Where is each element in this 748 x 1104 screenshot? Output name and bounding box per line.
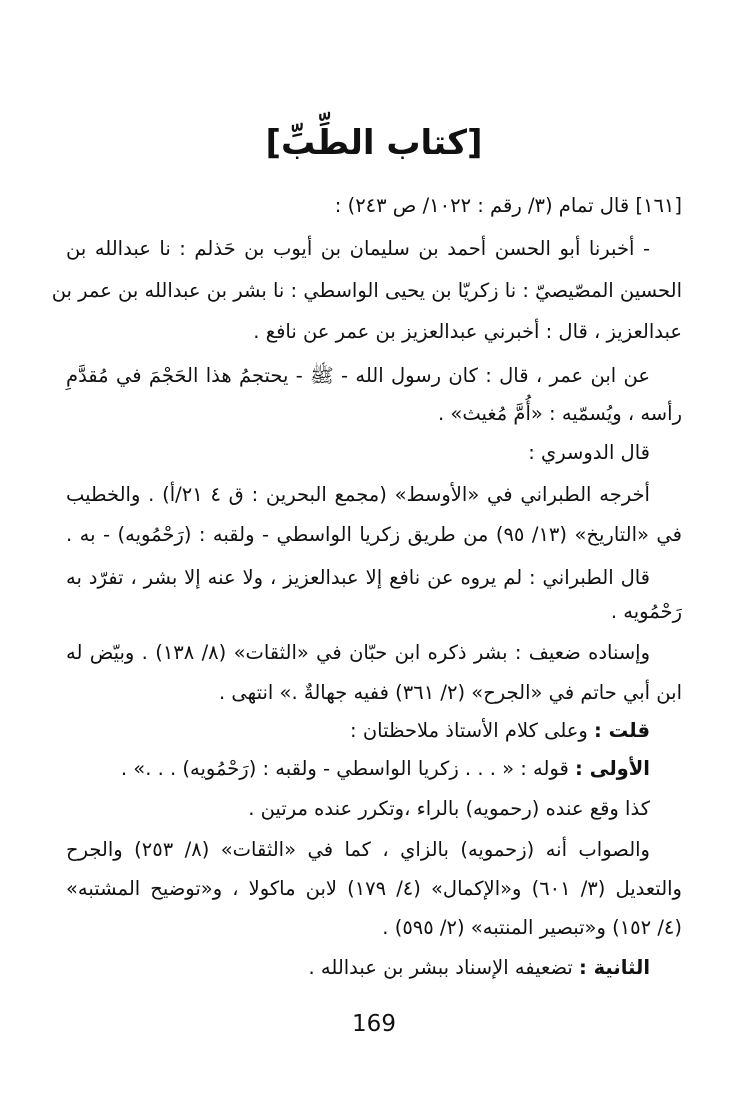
text-line-6: رأسه ، ويُسمّيه : «أُمَّ مُغيث» . <box>438 402 682 425</box>
text-line-19: (٤/ ١٥٢) و«تبصير المنتبه» (٢/ ٥٩٥) . <box>382 916 682 939</box>
text-line-9: في «التاريخ» (١٣/ ٩٥) من طريق زكريا الواسطي - ولقبه : (رَحْمُويه) - به . <box>66 523 682 546</box>
text-line-8: أخرجه الطبراني في «الأوسط» (مجمع البحرين : ق ٤ ٢١/أ) . والخطيب <box>66 483 650 506</box>
text-line-12: وإسناده ضعيف : بشر ذكره ابن حبّان في «الثقات» (٨/ ١٣٨) . وبيّض له <box>66 641 650 664</box>
text-line-5: عن ابن عمر ، قال : كان رسول الله - ﷺ - يحتجمُ هذا الحَجْمَ في مُقدَّمِ <box>66 364 650 387</box>
text-line-2: - أخبرنا أبو الحسن أحمد بن سليمان بن أيوب بن حَذلم : نا عبدالله بن <box>66 237 650 260</box>
text-line-13: ابن أبي حاتم في «الجرح» (٢/ ٣٦١) ففيه جهالةٌ .» انتهى . <box>218 681 682 704</box>
text-line-7: قال الدوسري : <box>528 441 650 464</box>
text-line-1: [١٦١] قال تمام (٣/ رقم : ١٠٢٢/ ص ٢٤٣) : <box>334 194 682 217</box>
text-line-17: والصواب أنه (زحمويه) بالزاي ، كما في «الثقات» (٨/ ٢٥٣) والجرح <box>66 838 650 861</box>
second-label: الثانية : <box>579 956 650 979</box>
text-line-14 <box>66 712 682 750</box>
chapter-title: [كتاب الطِّبِّ] <box>265 123 483 163</box>
text-line-20 <box>66 949 682 987</box>
qult-text: وعلى كلام الأستاذ ملاحظتان : <box>350 719 588 742</box>
text-line-3: الحسين المصّيصيّ : نا زكريّا بن يحيى الواسطي : نا بشر بن عبدالله بن عمر بن <box>51 279 682 302</box>
text-line-10: قال الطبراني : لم يروه عن نافع إلا عبدالعزيز ، ولا عنه إلا بشر ، تفرّد به <box>66 566 650 589</box>
text-line-16: كذا وقع عنده (رحمويه) بالراء ،وتكرر عنده مرتين . <box>248 797 650 820</box>
text-line-4: عبدالعزيز ، قال : أخبرني عبدالعزيز بن عمر عن نافع . <box>253 320 682 343</box>
text-line-18: والتعديل (٣/ ٦٠١) و«الإكمال» (٤/ ١٧٩) لابن ماكولا ، و«توضيح المشتبه» <box>66 877 682 900</box>
second-text: تضعيفه الإسناد ببشر بن عبدالله . <box>308 956 573 979</box>
page-number: 169 <box>352 1011 396 1037</box>
text-line-15 <box>66 750 682 788</box>
first-text: قوله : « . . . زكريا الواسطي - ولقبه : (رَحْمُويه) . . .» . <box>120 757 569 780</box>
text-line-11: رَحْمُويه . <box>610 600 682 623</box>
qult-label: قلت : <box>594 719 650 742</box>
first-label: الأولى : <box>575 757 650 780</box>
